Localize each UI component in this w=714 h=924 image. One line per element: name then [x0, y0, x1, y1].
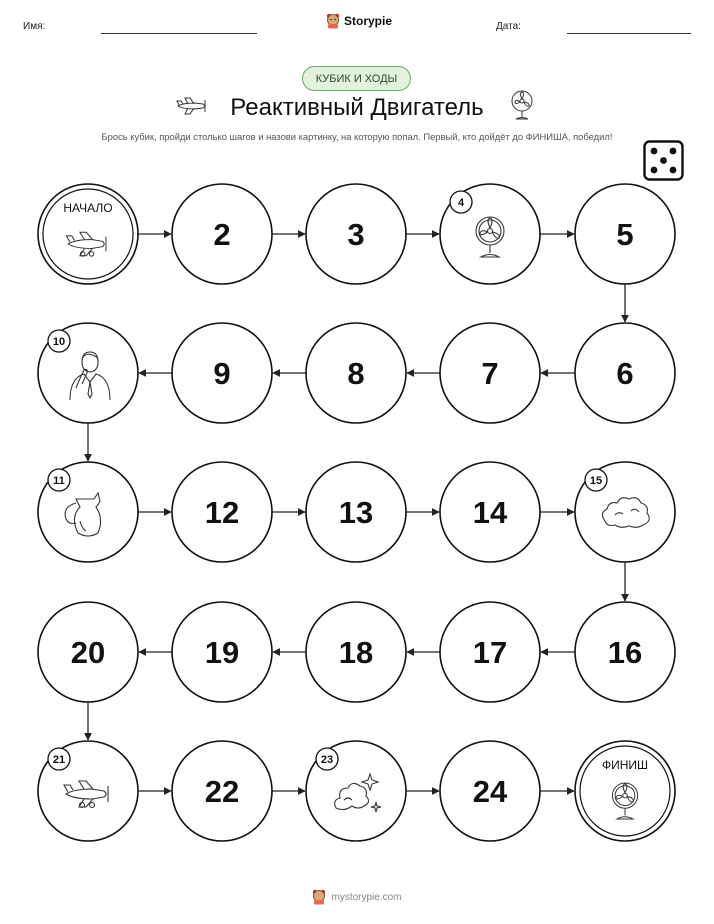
board-cell-14[interactable] [440, 462, 540, 562]
cell-number: 18 [338, 635, 374, 670]
board-cell-3[interactable] [306, 184, 406, 284]
board-cell-7[interactable] [440, 323, 540, 423]
board-cell-21[interactable] [38, 741, 138, 841]
cell-number: 12 [204, 495, 240, 530]
svg-text:11: 11 [53, 475, 65, 487]
board-cell-9[interactable] [172, 323, 272, 423]
board-cell-13[interactable] [306, 462, 406, 562]
cell-number: 3 [347, 217, 365, 252]
bear-logo-icon [312, 889, 326, 905]
cell-number-badge [48, 748, 70, 770]
board-cell-16[interactable] [575, 602, 675, 702]
board-cell-1[interactable] [38, 184, 138, 284]
cell-number-badge [450, 191, 472, 213]
footer [0, 889, 714, 905]
footer-url[interactable]: mystorypie.com [331, 891, 402, 903]
cell-number: 22 [204, 774, 240, 809]
category-badge: КУБИК И ХОДЫ [302, 66, 411, 91]
cell-number: 24 [472, 774, 508, 809]
svg-text:4: 4 [457, 197, 465, 209]
svg-text:15: 15 [589, 475, 603, 487]
cell-number: 19 [204, 635, 240, 670]
instructions: Брось кубик, пройди столько шагов и назови картинку, на которую попал. Первый, кто дойдёт до ФИНИША, победил! [101, 131, 613, 142]
page-title: Реактивный Двигатель [230, 94, 484, 121]
board-cell-4[interactable] [440, 184, 540, 284]
board-cell-2[interactable] [172, 184, 272, 284]
cell-number: 2 [213, 217, 231, 252]
board-cell-15[interactable] [575, 462, 675, 562]
board-cell-24[interactable] [440, 741, 540, 841]
board-cell-11[interactable] [38, 462, 138, 562]
cell-number: 6 [616, 356, 634, 391]
board-cell-6[interactable] [575, 323, 675, 423]
cell-number: 20 [70, 635, 106, 670]
cell-number: 8 [347, 356, 365, 391]
cell-number: 7 [481, 356, 499, 391]
board-cell-17[interactable] [440, 602, 540, 702]
date-label: Дата: [496, 21, 521, 32]
name-label: Имя: [23, 21, 46, 32]
board-cell-23[interactable] [306, 741, 406, 841]
cell-number-badge [316, 748, 338, 770]
svg-text:23: 23 [320, 754, 334, 766]
cell-number: 9 [213, 356, 231, 391]
svg-text:10: 10 [52, 336, 66, 348]
board-cell-12[interactable] [172, 462, 272, 562]
cell-number-badge [48, 330, 70, 352]
board-cell-10[interactable] [38, 323, 138, 423]
board-cell-8[interactable] [306, 323, 406, 423]
cell-number: 5 [616, 217, 634, 252]
board-cell-18[interactable] [306, 602, 406, 702]
cell-number-badge [585, 469, 607, 491]
board-cell-22[interactable] [172, 741, 272, 841]
svg-text:21: 21 [52, 754, 66, 766]
board-cell-20[interactable] [38, 602, 138, 702]
cell-number: 14 [472, 495, 508, 530]
cell-number-badge [48, 469, 70, 491]
board-cell-5[interactable] [575, 184, 675, 284]
start-label: НАЧАЛО [63, 201, 113, 215]
logo-text: Storypie [344, 14, 393, 28]
finish-label: ФИНИШ [601, 758, 649, 772]
cell-number: 16 [607, 635, 643, 670]
cell-number: 13 [338, 495, 374, 530]
cell-number: 17 [472, 635, 508, 670]
board-cell-25[interactable] [575, 741, 675, 841]
board-cell-19[interactable] [172, 602, 272, 702]
